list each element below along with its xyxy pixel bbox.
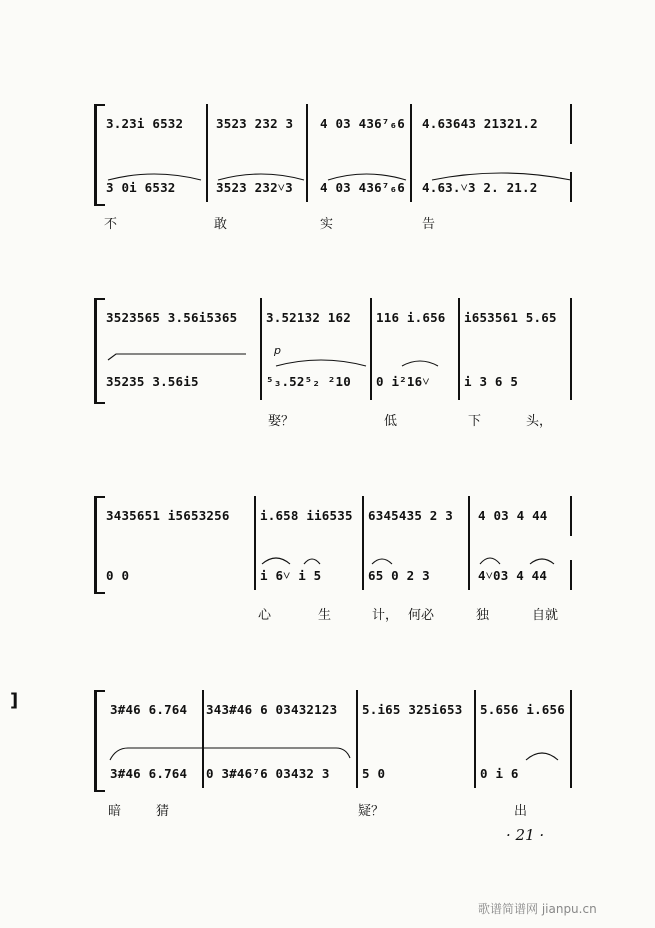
measure: 65 0 2 3 [368, 568, 430, 583]
measure: 4 03 4 44 [478, 508, 548, 523]
slur [106, 350, 566, 374]
lyric: 计， [372, 608, 399, 623]
dynamic-mark: p [274, 344, 281, 357]
system-1 [94, 104, 572, 204]
slur [106, 550, 566, 566]
lyric: 实 [320, 217, 334, 232]
measure: i 3 6 5 [464, 374, 519, 389]
measure: 0 i²16˅ [376, 374, 430, 389]
measure: 0 0 [106, 568, 130, 583]
lyric: 下 [468, 414, 482, 429]
lyric: 暗 [108, 804, 122, 819]
lyric: 敢 [214, 217, 228, 232]
measure: 5 0 [362, 766, 386, 781]
page-number: · 21 · [506, 826, 545, 844]
lyric: 何必 [408, 608, 435, 623]
slur [106, 742, 566, 764]
measure: 5.i65 325i653 [362, 702, 463, 717]
measure: 6345435 2 3 [368, 508, 453, 523]
lyric: 生 [318, 608, 332, 623]
upper-staff [94, 116, 572, 136]
lyric: 头， [526, 414, 553, 429]
measure: 3523565 3.56i5365 [106, 310, 238, 325]
upper-staff [94, 702, 572, 722]
measure: 4 03 436⁷₆6 [320, 180, 405, 195]
measure: 3523 232 3 [216, 116, 294, 131]
measure: 3435651 i5653256 [106, 508, 230, 523]
measure: i 6˅ i 5 [260, 568, 322, 583]
lower-staff [94, 180, 572, 200]
system-4 [94, 690, 572, 790]
measure: i653561 5.65 [464, 310, 557, 325]
measure: 3#46 6.764 [110, 766, 188, 781]
measure: 35235 3.56i5 [106, 374, 199, 389]
measure: 0 i 6 [480, 766, 519, 781]
measure: 4.63.˅3 2. 21.2 [422, 180, 538, 195]
lyric: 疑？ [358, 804, 385, 819]
measure: 343#46 6 03432123 [206, 702, 338, 717]
measure: i.658 ii6535 [260, 508, 353, 523]
measure: 116 i.656 [376, 310, 446, 325]
lyric: 心 [258, 608, 272, 623]
measure: 3.23i 6532 [106, 116, 184, 131]
lyric: 娶？ [268, 414, 295, 429]
upper-staff [94, 310, 572, 330]
lower-staff [94, 766, 572, 786]
lyric: 低 [384, 414, 398, 429]
scan-edge-bracket: ] [10, 690, 19, 711]
lyric: 自就 [532, 608, 559, 623]
lyric: 出 [514, 804, 528, 819]
lyric: 独 [476, 608, 490, 623]
upper-staff [94, 508, 572, 528]
system-3 [94, 496, 572, 592]
measure: 3#46 6.764 [110, 702, 188, 717]
measure: 3.52132 162 [266, 310, 351, 325]
measure: 4˅03 4 44 [478, 568, 548, 583]
lyric: 告 [422, 217, 436, 232]
measure: 0 3#46⁷6 03432 3 [206, 766, 330, 781]
lower-staff [94, 568, 572, 588]
measure: 3523 232˅3 [216, 180, 293, 195]
measure: 3 0i 6532 [106, 180, 176, 195]
lyric: 不 [104, 217, 118, 232]
watermark: 歌谱简谱网 jianpu.cn [478, 902, 597, 916]
lyric: 猜 [156, 804, 170, 819]
system-2 [94, 298, 572, 402]
measure: 4 03 436⁷₆6 [320, 116, 405, 131]
measure: 4.63643 21321.2 [422, 116, 538, 131]
lower-staff [94, 374, 572, 394]
measure: 5.656 i.656 [480, 702, 565, 717]
measure: ⁵₃.52⁵₂ ²10 [266, 374, 351, 389]
